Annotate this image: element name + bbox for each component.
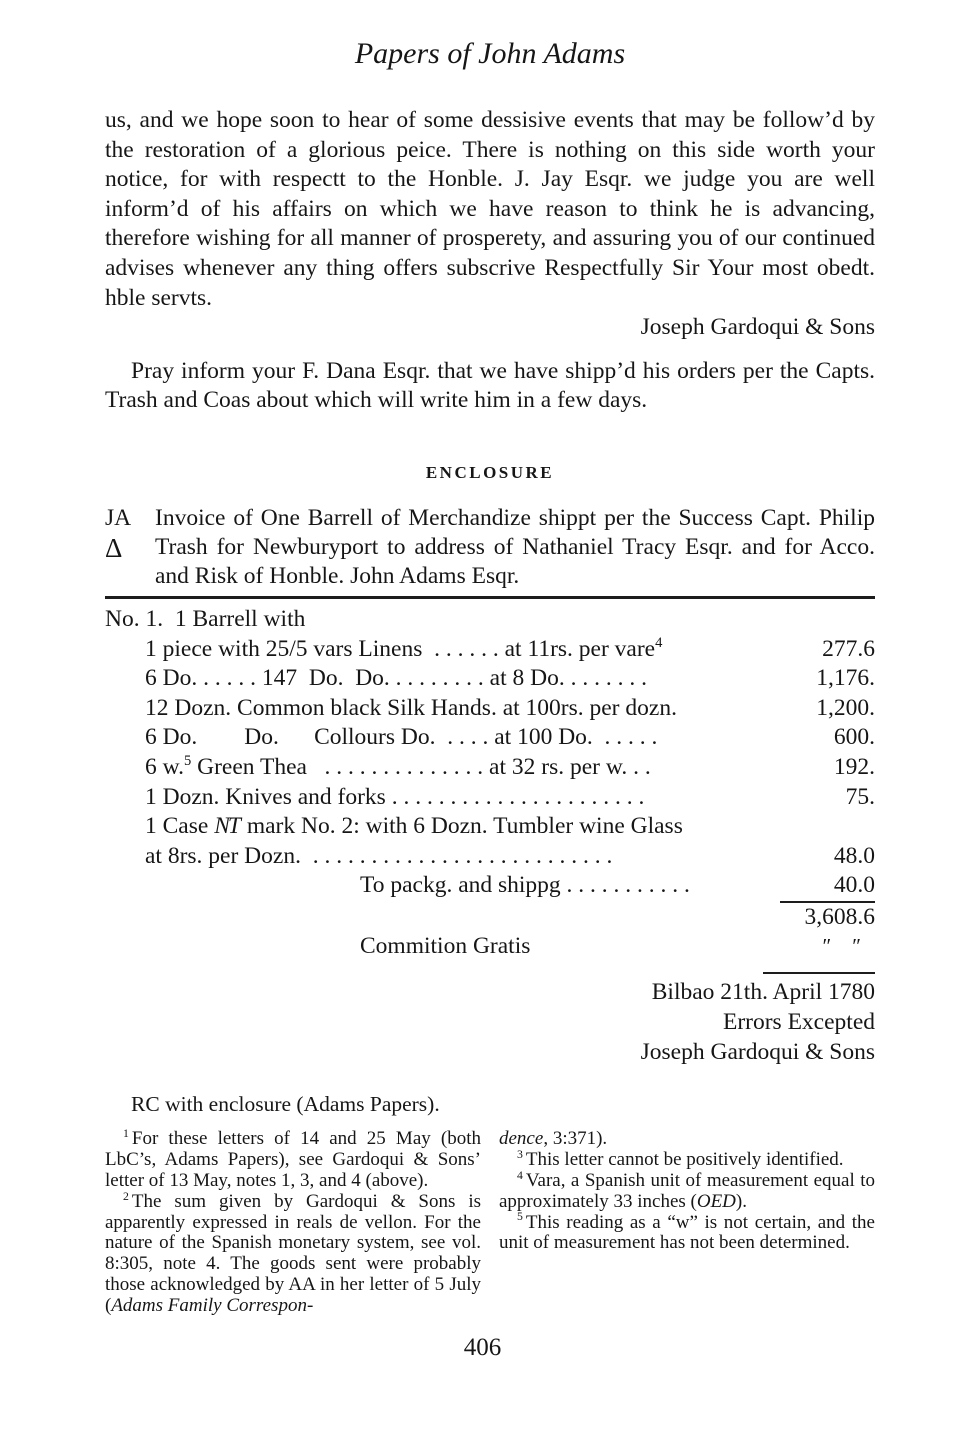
row-amount: 1,176. [816,665,875,692]
letter-signature: Joseph Gardoqui & Sons [640,314,875,341]
footnote-ref: 5 [183,753,192,770]
row-amount: 1,200. [816,694,875,721]
invoice-row [105,723,875,753]
total-rule [763,972,875,974]
invoice-row [105,694,875,724]
enclosure-block [105,504,875,591]
invoice-row [105,635,875,665]
letter-body: us, and we hope soon to hear of some dessisive events that may be follow’d by the restoration of a glorious peice. There is nothing on this side worth your notice, for with respectt to the Honble. J. Jay Esqr. we judge you are well inform’d of his affairs on which we have reason to think he is advancing, therefore wishing for all manner of prosperety, and assuring you of our continued advises whenever any thing offers subscrive Respectfully Sir Your most obedt. hble servts. [105,107,875,311]
ditto-marks: ″ ″ [822,934,861,959]
row-amount: 277.6 [822,635,875,662]
row-description: To packg. and shippg . . . . . . . . . . . [360,872,690,899]
row-description: 6 Do. Do. Collours Do. . . . . at 100 Do. . . . . . [145,724,658,751]
invoice-signature: Joseph Gardoqui & Sons [640,1038,875,1065]
row-description: 6 Do. . . . . . 147 Do. Do. . . . . . . . . at 8 Do. . . . . . . . [145,665,647,692]
row-amount: 48.0 [833,842,875,869]
row-description: 1 Case [145,813,215,840]
row-description: 6 w. [145,753,184,780]
invoice-commission-row [105,932,875,962]
invoice-header-row [105,605,875,635]
row-description: 1 piece with 25/5 vars Linens . . . . . . at 11rs. per vare [145,635,656,662]
enclosure-heading: ENCLOSURE [425,462,555,482]
total-rule-wrap [105,962,875,974]
invoice-closing [105,978,875,1067]
footnote-column-right [499,1129,875,1316]
footnote-4: $^4$ Vara, a Spanish unit of measurement equal to approximately 33 inches (OED). [499,1168,875,1212]
dateline: Bilbao 21th. April 1780 [651,979,875,1006]
row-description: mark No. 2: with 6 Dozn. Tumbler wine Glass [240,813,683,840]
row-description: 12 Dozn. Common black Silk Hands. at 100rs. per dozn. [145,694,677,721]
row-amount: 75. [845,783,875,810]
footnote-5: $^5$ This reading as a “w” is not certain, and the unit of measurement has not been determined. [499,1210,875,1254]
margin-note-delta-icon: Δ [105,532,123,563]
invoice-table [105,605,875,974]
provenance-text: with enclosure (Adams Papers). [159,1092,440,1117]
invoice-row [105,753,875,783]
row-amount: 40.0 [780,871,875,903]
letter-postscript: Pray inform your F. Dana Esqr. that we have shipp’d his orders per the Capts. Trash and Coas about which will write him in a few days. [105,357,875,414]
row-description: No. 1. 1 Barrell with [105,605,306,632]
footnote-column-left [105,1129,481,1316]
total-amount: 3,608.6 [804,903,875,930]
row-description: at 8rs. per Dozn. . . . . . . . . . . . . . . . . . . . . . . . . . . [145,842,613,869]
provenance-line [105,1091,875,1117]
row-amount: 192. [833,753,875,780]
rc-label: RC [131,1092,160,1117]
footnote-3: $^3$ This letter cannot be positively identified. [517,1147,844,1171]
enclosure-description: Invoice of One Barrell of Merchandize shippt per the Success Capt. Philip Trash for Newburyport to address of Nathaniel Tracy Esqr. and for Acco. and Risk of Honble. John Adams Esqr. [155,504,875,589]
invoice-total-row [105,903,875,933]
commission-label: Commition Gratis [360,933,531,960]
invoice-row [105,812,875,842]
footnote-1: $^1$ For these letters of 14 and 25 May (both LbC’s, Adams Papers), see Gardoqui & Sons’ letter of 13 May, notes 1, 3, and 4 (above). [105,1127,481,1192]
footnotes [105,1129,875,1316]
errors-line: Errors Excepted [722,1008,875,1035]
invoice-row [105,664,875,694]
row-description: 1 Dozn. Knives and forks . . . . . . . . . . . . . . . . . . . . . . [145,783,645,810]
margin-note-ja: JA [105,504,132,531]
case-mark: NT [214,813,239,840]
footnote-2: $^2$ The sum given by Gardoqui & Sons is apparently expressed in reals de vellon. For the nature of the Spanish monetary system, see vol. 8:305, note 4. The goods sent were probably those acknowledged by AA in her letter of 5 July (Adams Family Correspon- [105,1189,481,1316]
invoice-packing-row [105,871,875,903]
footnote-2-continuation: dence, 3:371). [499,1128,608,1150]
page-number: 406 [463,1334,502,1361]
invoice-row [105,842,875,872]
row-amount: 600. [833,724,875,751]
divider-rule [105,596,875,599]
page-title: Papers of John Adams [354,37,626,70]
row-description: Green Thea . . . . . . . . . . . . . . at 32 rs. per w. . . [191,753,651,780]
invoice-row [105,783,875,813]
margin-notes [105,504,155,563]
footnote-ref: 4 [655,634,663,651]
